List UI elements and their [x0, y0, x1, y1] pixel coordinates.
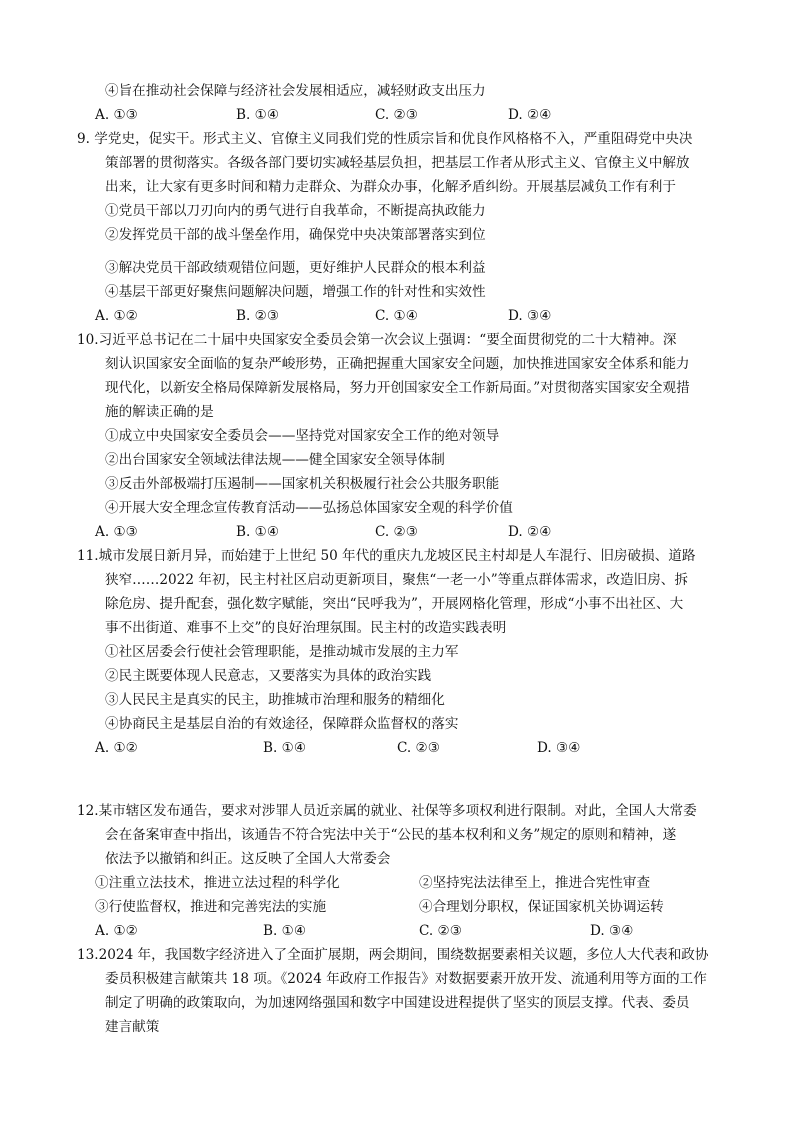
q12-option-b: B. ①④ [263, 923, 307, 939]
q11-stem-line-2: 狭窄……2022 年初，民主村社区启动更新项目，聚焦“一老一小”等重点群体需求，改造旧房、拆 [105, 572, 688, 588]
q9-option-d: D. ③④ [508, 308, 552, 324]
q13-stem-line-4: 建言献策 [105, 1019, 160, 1035]
q12-option-d: D. ③④ [590, 923, 634, 939]
q10-option-a: A. ①③ [95, 524, 138, 540]
q12-item-4: ④合理划分职权，保证国家机关协调运转 [419, 899, 664, 915]
q11-item-4: ④协商民主是基层自治的有效途径，保障群众监督权的落实 [105, 716, 459, 732]
q9-item-4: ④基层干部更好聚焦问题解决问题，增强工作的针对性和实效性 [105, 284, 486, 300]
q12-stem-line-3: 依法予以撤销和纠正。这反映了全国人大常委会 [105, 851, 391, 867]
q10-stem-line-1: 10.习近平总书记在二十届中央国家安全委员会第一次会议上强调：“要全面贯彻党的二十大精神。深 [77, 332, 677, 348]
q11-item-2: ②民主既要体现人民意志，又要落实为具体的政治实践 [105, 668, 432, 684]
q9-stem-line-3: 出来，让大家有更多时间和精力走群众、为群众办事，化解矛盾纠纷。开展基层减负工作有利于 [105, 179, 676, 195]
q10-option-c: C. ②③ [375, 524, 418, 540]
q10-stem-line-2: 刻认识国家安全面临的复杂严峻形势，正确把握重大国家安全问题，加快推进国家安全体系和能力 [105, 356, 690, 372]
q9-stem-line-2: 策部署的贯彻落实。各级各部门要切实减轻基层负担，把基层工作者从形式主义、官僚主义中解放 [105, 155, 690, 171]
q11-option-b: B. ①④ [263, 740, 307, 756]
q9-option-b: B. ②③ [236, 308, 280, 324]
q10-stem-line-4: 施的解读正确的是 [105, 404, 214, 420]
q8-option-b: B. ①④ [236, 107, 280, 123]
q12-item-3: ③行使监督权，推进和完善宪法的实施 [95, 899, 327, 915]
q9-option-c: C. ①④ [375, 308, 418, 324]
q10-stem-line-3: 现代化，以新安全格局保障新发展格局，努力开创国家安全工作新局面。”对贯彻落实国家安全观措 [105, 380, 690, 396]
q9-item-1: ①党员干部以刀刃向内的勇气进行自我革命，不断提高执政能力 [105, 203, 486, 219]
q10-item-1: ①成立中央国家安全委员会——坚持党对国家安全工作的绝对领导 [105, 428, 500, 444]
q10-item-4: ④开展大安全理念宣传教育活动——弘扬总体国家安全观的科学价值 [105, 500, 513, 516]
q10-option-b: B. ①④ [236, 524, 280, 540]
q11-option-c: C. ②③ [397, 740, 440, 756]
q12-item-2: ②坚持宪法法律至上，推进合宪性审查 [419, 875, 651, 891]
q10-item-3: ③反击外部极端打压遏制——国家机关积极履行社会公共服务职能 [105, 476, 500, 492]
q11-stem-line-4: 事不出街道、难事不上交”的良好治理氛围。民主村的改造实践表明 [105, 620, 507, 636]
q13-stem-line-2: 委员积极建言献策共 18 项。《2024 年政府工作报告》对数据要素开放开发、流通利用等方面的工作 [105, 971, 707, 987]
q11-stem-line-3: 除危房、提升配套，强化数字赋能，突出“民呼我为”，开展网格化管理，形成“小事不出社区、大 [105, 596, 684, 612]
q9-item-3: ③解决党员干部政绩观错位问题，更好维护人民群众的根本利益 [105, 260, 486, 276]
q8-option-d: D. ②④ [508, 107, 552, 123]
q11-option-a: A. ①② [95, 740, 138, 756]
q12-item-1: ①注重立法技术，推进立法过程的科学化 [95, 875, 340, 891]
q9-stem-line-1: 9. 学党史，促实干。形式主义、官僚主义同我们党的性质宗旨和优良作风格格不入，严重阻碍党中央决 [77, 131, 693, 147]
q11-option-d: D. ③④ [537, 740, 581, 756]
q12-stem-line-2: 会在备案审查中指出，该通告不符合宪法中关于“公民的基本权利和义务”规定的原则和精神，遂 [105, 827, 677, 843]
q11-stem-line-1: 11.城市发展日新月异，而始建于上世纪 50 年代的重庆九龙坡区民主村却是人车混行、旧房破损、道路 [77, 548, 696, 564]
q11-item-1: ①社区居委会行使社会管理职能，是推动城市发展的主力军 [105, 644, 459, 660]
q8-option-a: A. ①③ [95, 107, 138, 123]
q13-stem-line-3: 制定了明确的政策取向，为加速网络强国和数字中国建设进程提供了坚实的顶层支撑。代表、委员 [105, 995, 690, 1011]
q9-item-2: ②发挥党员干部的战斗堡垒作用，确保党中央决策部署落实到位 [105, 227, 486, 243]
q8-option-c: C. ②③ [375, 107, 418, 123]
q9-option-a: A. ①② [95, 308, 138, 324]
q12-stem-line-1: 12.某市辖区发布通告，要求对涉罪人员近亲属的就业、社保等多项权利进行限制。对此，全国人大常委 [77, 803, 697, 819]
q10-option-d: D. ②④ [508, 524, 552, 540]
q12-option-c: C. ②③ [419, 923, 462, 939]
q13-stem-line-1: 13.2024 年，我国数字经济进入了全面扩展期，两会期间，围绕数据要素相关议题，多位人大代表和政协 [77, 947, 709, 963]
q12-option-a: A. ①② [95, 923, 138, 939]
q8-item-4: ④旨在推动社会保障与经济社会发展相适应，减轻财政支出压力 [105, 83, 486, 99]
q10-item-2: ②出台国家安全领域法律法规——健全国家安全领导体制 [105, 452, 445, 468]
q11-item-3: ③人民民主是真实的民主，助推城市治理和服务的精细化 [105, 692, 445, 708]
